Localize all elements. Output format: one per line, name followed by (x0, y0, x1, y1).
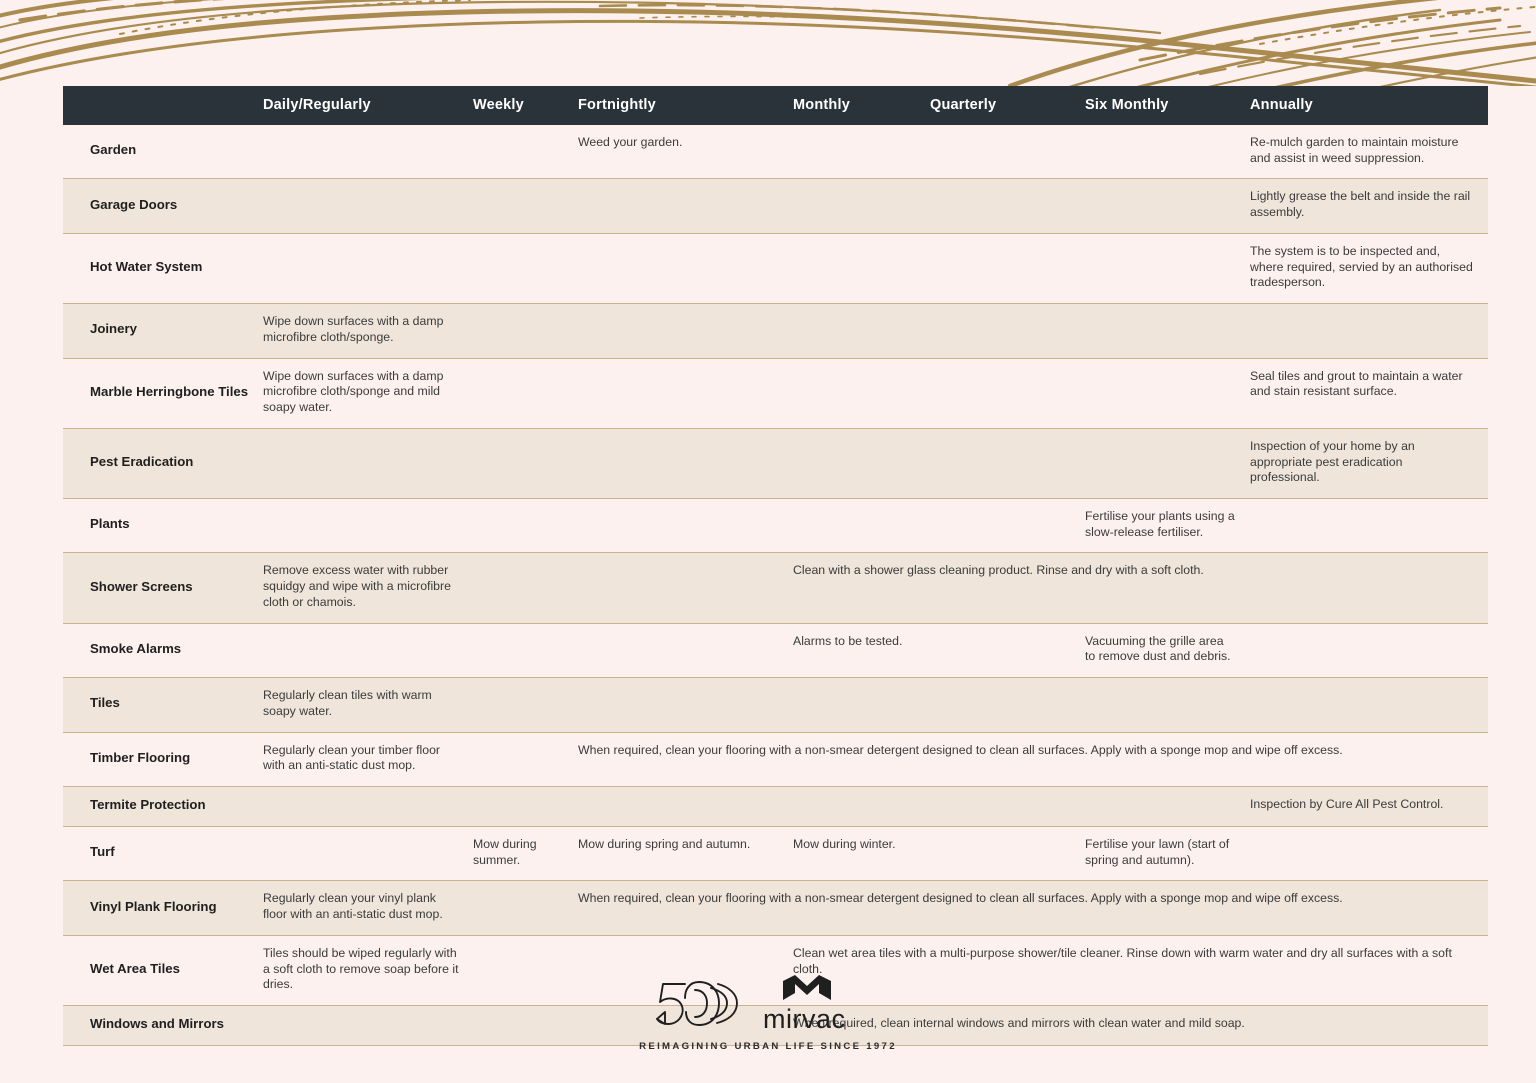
column-header-monthly: Monthly (793, 86, 930, 125)
cell-fortnightly: When required, clean your flooring with a non-smear detergent designed to clean all surfaces. Apply with a sponge mop and wipe off excess. (578, 732, 1488, 786)
cell-daily (263, 428, 473, 498)
table-row (63, 787, 1488, 827)
mirvac-50-anniversary-icon (655, 978, 741, 1030)
mirvac-chevron-mark-icon (781, 975, 863, 1001)
cell-sixmonthly: Vacuuming the grille area to remove dust and debris. (1085, 623, 1250, 677)
cell-daily: Regularly clean your vinyl plank floor with an anti-static dust mop. (263, 881, 473, 935)
cell-sixmonthly (1085, 304, 1250, 358)
row-item-label: Marble Herringbone Tiles (63, 358, 263, 428)
row-item-label: Termite Protection (63, 787, 263, 827)
row-item-label: Pest Eradication (63, 428, 263, 498)
cell-annually (1250, 499, 1488, 553)
cell-annually (1250, 304, 1488, 358)
cell-monthly (793, 233, 930, 303)
footer (0, 975, 1536, 1052)
cell-fortnightly (578, 678, 793, 732)
cell-weekly (473, 358, 578, 428)
cell-fortnightly: Weed your garden. (578, 125, 793, 179)
row-item-label: Windows and Mirrors (63, 1006, 263, 1046)
cell-daily (263, 179, 473, 233)
cell-weekly (473, 678, 578, 732)
cell-weekly (473, 623, 578, 677)
cell-daily (263, 787, 473, 827)
cell-daily: Regularly clean tiles with warm soapy water. (263, 678, 473, 732)
cell-weekly (473, 732, 578, 786)
cell-fortnightly (578, 179, 793, 233)
column-header-fortnightly: Fortnightly (578, 86, 793, 125)
cell-quarterly (930, 179, 1085, 233)
cell-quarterly (930, 787, 1085, 827)
cell-weekly (473, 125, 578, 179)
column-header-quarterly: Quarterly (930, 86, 1085, 125)
cell-monthly: Mow during winter. (793, 826, 930, 880)
cell-fortnightly: When required, clean your flooring with a non-smear detergent designed to clean all surfaces. Apply with a sponge mop and wipe off excess. (578, 881, 1488, 935)
cell-daily: Wipe down surfaces with a damp microfibre cloth/sponge and mild soapy water. (263, 358, 473, 428)
cell-weekly (473, 787, 578, 827)
svg-text:mirvac: mirvac (763, 1003, 846, 1034)
row-item-label: Smoke Alarms (63, 623, 263, 677)
cell-fortnightly (578, 787, 793, 827)
cell-sixmonthly (1085, 678, 1250, 732)
cell-weekly (473, 179, 578, 233)
column-header-daily: Daily/Regularly (263, 86, 473, 125)
cell-monthly: Alarms to be tested. (793, 623, 930, 677)
table-row (63, 732, 1488, 786)
cell-sixmonthly (1085, 787, 1250, 827)
table-row (63, 499, 1488, 553)
gold-brush-strokes-svg (0, 0, 1536, 86)
column-header-weekly: Weekly (473, 86, 578, 125)
cell-fortnightly (578, 553, 793, 623)
row-item-label: Garage Doors (63, 179, 263, 233)
cell-weekly (473, 428, 578, 498)
cell-quarterly (930, 623, 1085, 677)
cell-sixmonthly (1085, 125, 1250, 179)
cell-annually: Seal tiles and grout to maintain a water and stain resistant surface. (1250, 358, 1488, 428)
table-row (63, 678, 1488, 732)
cell-quarterly (930, 304, 1085, 358)
row-item-label: Wet Area Tiles (63, 935, 263, 1005)
cell-daily (263, 826, 473, 880)
row-item-label: Tiles (63, 678, 263, 732)
cell-annually: The system is to be inspected and, where required, servied by an authorised tradesperson. (1250, 233, 1488, 303)
cell-fortnightly (578, 428, 793, 498)
table-row (63, 358, 1488, 428)
cell-sixmonthly (1085, 358, 1250, 428)
row-item-label: Turf (63, 826, 263, 880)
cell-quarterly (930, 233, 1085, 303)
cell-annually: Inspection of your home by an appropriate pest eradication professional. (1250, 428, 1488, 498)
row-item-label: Garden (63, 125, 263, 179)
table-row (63, 179, 1488, 233)
row-item-label: Hot Water System (63, 233, 263, 303)
column-header-item (63, 86, 263, 125)
cell-sixmonthly: Fertilise your plants using a slow-release fertiliser. (1085, 499, 1250, 553)
cell-quarterly (930, 428, 1085, 498)
table-row (63, 623, 1488, 677)
cell-fortnightly (578, 304, 793, 358)
decorative-gold-brush-band (0, 0, 1536, 86)
cell-monthly (793, 358, 930, 428)
row-item-label: Vinyl Plank Flooring (63, 881, 263, 935)
table-body (63, 125, 1488, 1046)
cell-monthly: Clean wet area tiles with a multi-purpose shower/tile cleaner. Rinse down with warm water and dry all surfaces with a soft cloth. (793, 935, 1488, 1005)
cell-quarterly (930, 499, 1085, 553)
maintenance-schedule-sheet (63, 86, 1488, 1046)
table-row (63, 125, 1488, 179)
cell-annually: Lightly grease the belt and inside the rail assembly. (1250, 179, 1488, 233)
cell-fortnightly (578, 623, 793, 677)
table-row (63, 428, 1488, 498)
cell-weekly (473, 499, 578, 553)
cell-quarterly (930, 826, 1085, 880)
cell-sixmonthly (1085, 233, 1250, 303)
cell-annually: Inspection by Cure All Pest Control. (1250, 787, 1488, 827)
footer-tagline: REIMAGINING URBAN LIFE SINCE 1972 (639, 1041, 897, 1052)
cell-annually (1250, 826, 1488, 880)
cell-daily: Remove excess water with rubber squidgy and wipe with a microfibre cloth or chamois. (263, 553, 473, 623)
column-header-annually: Annually (1250, 86, 1488, 125)
table-header (63, 86, 1488, 125)
mirvac-wordmark-icon (763, 1004, 881, 1034)
cell-fortnightly (578, 233, 793, 303)
mirvac-logo (763, 975, 881, 1034)
cell-fortnightly: Mow during spring and autumn. (578, 826, 793, 880)
cell-fortnightly (578, 358, 793, 428)
row-item-label: Plants (63, 499, 263, 553)
table-row (63, 304, 1488, 358)
cell-quarterly (930, 125, 1085, 179)
cell-sixmonthly (1085, 179, 1250, 233)
cell-annually: Re-mulch garden to maintain moisture and assist in weed suppression. (1250, 125, 1488, 179)
cell-monthly: When required, clean internal windows and mirrors with clean water and mild soap. (793, 1006, 1488, 1046)
cell-monthly (793, 499, 930, 553)
cell-weekly (473, 304, 578, 358)
row-item-label: Timber Flooring (63, 732, 263, 786)
cell-monthly (793, 787, 930, 827)
table-row (63, 826, 1488, 880)
table-header-row (63, 86, 1488, 125)
cell-monthly (793, 179, 930, 233)
cell-weekly (473, 881, 578, 935)
cell-daily (263, 623, 473, 677)
cell-annually (1250, 623, 1488, 677)
cell-monthly (793, 678, 930, 732)
cell-sixmonthly: Fertilise your lawn (start of spring and autumn). (1085, 826, 1250, 880)
cell-monthly (793, 304, 930, 358)
cell-monthly (793, 428, 930, 498)
cell-daily: Wipe down surfaces with a damp microfibre cloth/sponge. (263, 304, 473, 358)
table-row (63, 233, 1488, 303)
cell-weekly: Mow during summer. (473, 826, 578, 880)
row-item-label: Shower Screens (63, 553, 263, 623)
cell-annually (1250, 678, 1488, 732)
cell-daily: Tiles should be wiped regularly with a soft cloth to remove soap before it dries. (263, 935, 473, 1005)
cell-weekly (473, 233, 578, 303)
cell-sixmonthly (1085, 428, 1250, 498)
cell-quarterly (930, 678, 1085, 732)
cell-daily (263, 233, 473, 303)
row-item-label: Joinery (63, 304, 263, 358)
cell-fortnightly (578, 499, 793, 553)
logo-row (0, 975, 1536, 1033)
table-row (63, 881, 1488, 935)
cell-quarterly (930, 358, 1085, 428)
maintenance-schedule-table (63, 86, 1488, 1046)
cell-monthly: Clean with a shower glass cleaning product. Rinse and dry with a soft cloth. (793, 553, 1488, 623)
cell-monthly (793, 125, 930, 179)
cell-daily (263, 125, 473, 179)
cell-weekly (473, 553, 578, 623)
cell-daily: Regularly clean your timber floor with an anti-static dust mop. (263, 732, 473, 786)
column-header-sixmonthly: Six Monthly (1085, 86, 1250, 125)
cell-daily (263, 499, 473, 553)
table-row (63, 553, 1488, 623)
